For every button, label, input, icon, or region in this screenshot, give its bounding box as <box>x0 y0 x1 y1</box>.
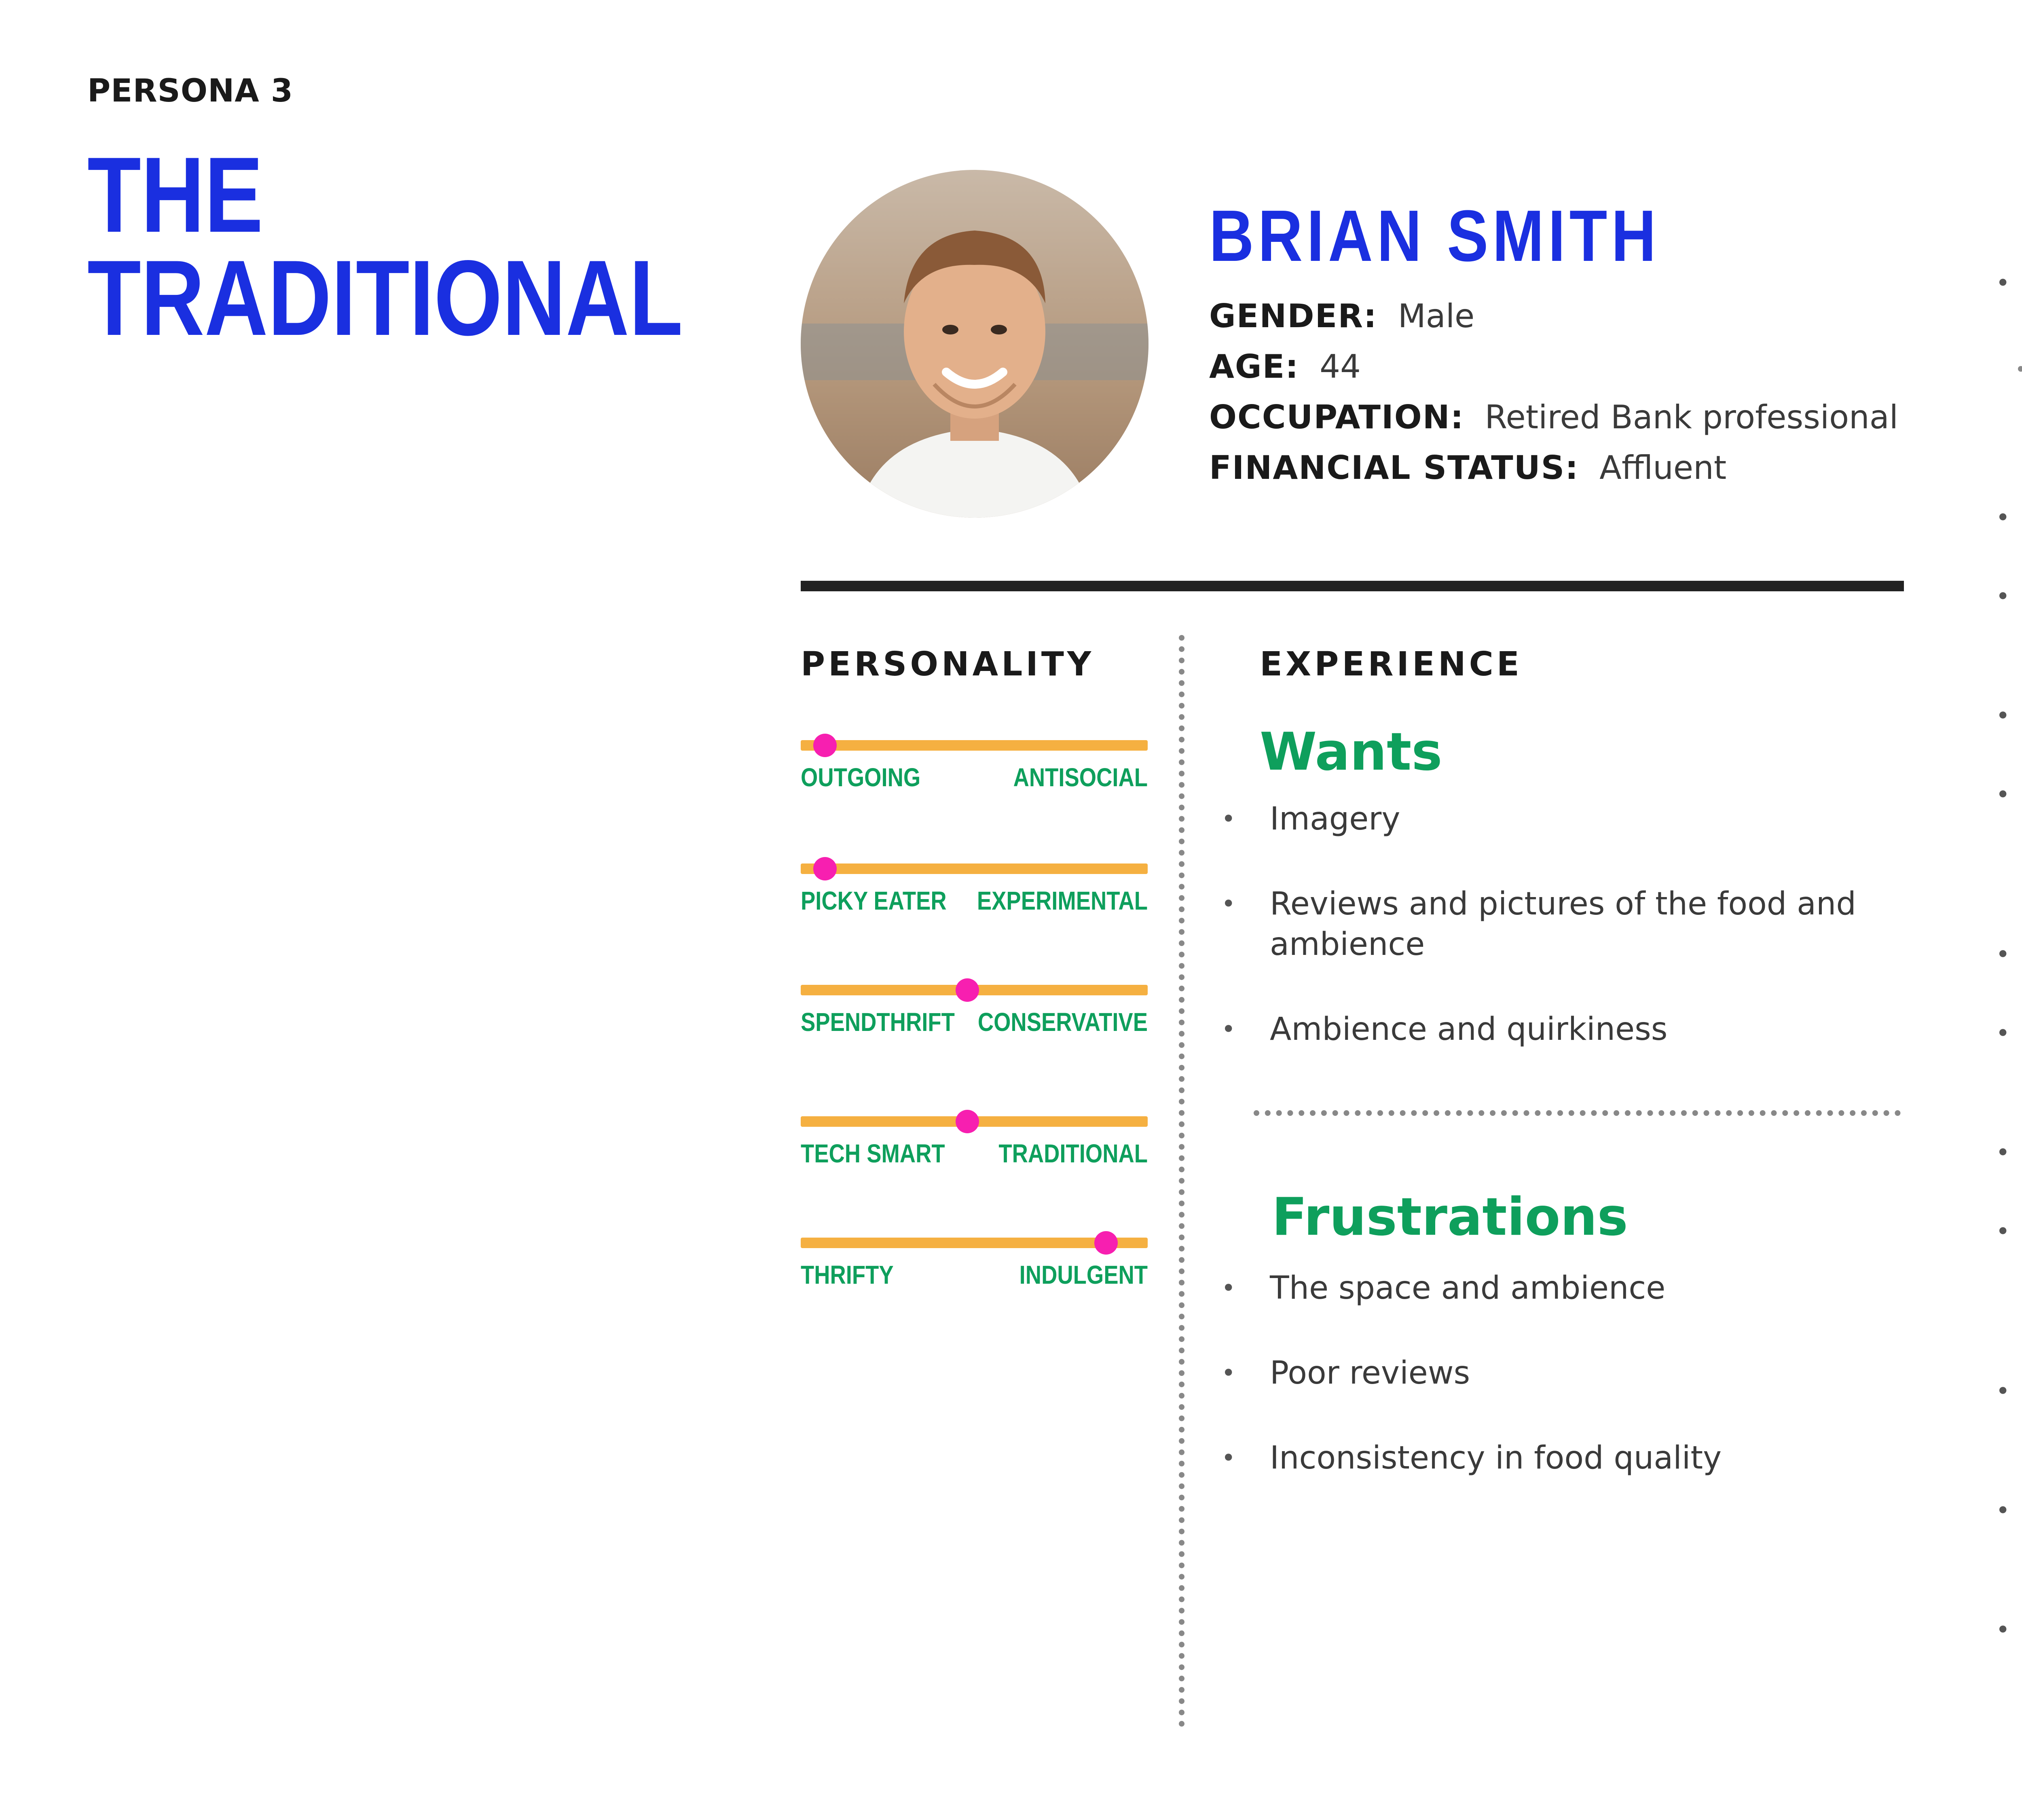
age-label: AGE: <box>1209 348 1299 385</box>
list-item <box>1996 775 2022 896</box>
bullet-icon: • <box>1996 781 2010 809</box>
bullet-icon: • <box>1996 1139 2010 1167</box>
slider-left-label: TECH SMART <box>801 1139 945 1168</box>
list-item <box>1996 1371 2022 1452</box>
wants-list <box>1221 799 1909 1094</box>
personality-divider <box>1179 635 1184 1727</box>
personality-slider <box>801 985 1148 995</box>
list-item <box>1996 497 2022 538</box>
gender-label: GENDER: <box>1209 297 1377 335</box>
financial-row <box>1209 449 1726 487</box>
avatar <box>801 170 1148 518</box>
persona-name: BRIAN SMITH <box>1209 195 1660 277</box>
environments-list <box>1996 497 2022 1769</box>
list-item <box>1221 1353 1909 1393</box>
occupation-label: OCCUPATION: <box>1209 398 1464 436</box>
slider-left-label: THRIFTY <box>801 1260 894 1289</box>
bullet-icon: • <box>1996 504 2010 532</box>
bullet-icon: • <box>1996 1496 2010 1525</box>
bullet-icon: • <box>1996 702 2010 730</box>
slider-right-label: CONSERVATIVE <box>977 1007 1148 1037</box>
slider-right-label: EXPERIMENTAL <box>977 886 1148 915</box>
bullet-icon: • <box>1221 1015 1236 1043</box>
personality-slider <box>801 740 1148 751</box>
list-item <box>1996 1211 2022 1333</box>
list-item <box>1996 934 2022 975</box>
list-item <box>1996 696 2022 736</box>
age-row <box>1209 348 1361 385</box>
list-item <box>1996 1610 2022 1731</box>
list-item <box>1996 263 2022 303</box>
slider-knob <box>813 734 837 757</box>
list-item-text: Ambience and quirkiness <box>1270 1011 1668 1048</box>
slider-knob <box>956 1110 979 1133</box>
experience-caption: EXPERIENCE <box>1260 645 1523 684</box>
list-item <box>1221 1009 1909 1050</box>
slider-knob <box>813 857 837 880</box>
slider-left-label: SPENDTHRIFT <box>801 1007 955 1037</box>
list-item-text: Poor reviews <box>1270 1355 1470 1391</box>
persona-number: PERSONA 3 <box>87 73 294 109</box>
bullet-icon: • <box>1221 890 1236 918</box>
slider-right-label: INDULGENT <box>1019 1260 1148 1289</box>
financial-value: Affluent <box>1599 449 1727 487</box>
bullet-icon: • <box>1996 1377 2010 1405</box>
slider-left-label: PICKY EATER <box>801 886 947 915</box>
persona-title-line2: TRADITIONAL <box>87 238 683 358</box>
slider-knob <box>956 978 979 1002</box>
occupation-row <box>1209 398 1898 436</box>
bullet-icon: • <box>1221 1274 1236 1302</box>
personality-slider <box>801 1116 1148 1127</box>
list-item <box>1221 799 1909 839</box>
financial-label: FINANCIAL STATUS: <box>1209 449 1579 487</box>
list-item <box>1996 1013 2022 1094</box>
slider-knob <box>1094 1231 1118 1255</box>
list-item <box>1996 1490 2022 1571</box>
slider-right-label: TRADITIONAL <box>998 1139 1148 1168</box>
list-item-text: The space and ambience <box>1270 1270 1666 1306</box>
header-divider <box>801 581 1904 591</box>
personality-slider <box>801 1238 1148 1248</box>
bullet-icon: • <box>1996 1616 2010 1644</box>
list-item <box>1996 1132 2022 1173</box>
slider-left-label: OUTGOING <box>801 763 921 792</box>
gender-row <box>1209 297 1474 335</box>
bullet-icon: • <box>1221 1444 1236 1472</box>
slider-right-label: ANTISOCIAL <box>1013 763 1148 792</box>
gains-divider <box>2018 366 2022 372</box>
bullet-icon: • <box>1996 940 2010 969</box>
bullet-icon: • <box>1996 1019 2010 1048</box>
frustrations-heading: Frustrations <box>1272 1187 1628 1247</box>
list-item-text: Reviews and pictures of the food and ambience <box>1270 886 1856 963</box>
wants-divider <box>1254 1110 1901 1116</box>
bullet-icon: • <box>1996 1217 2010 1246</box>
avatar-photo <box>801 170 1148 518</box>
bullet-icon: • <box>1221 1359 1236 1387</box>
personality-caption: PERSONALITY <box>801 645 1095 684</box>
list-item-text: Inconsistency in food quality <box>1270 1440 1722 1476</box>
bullet-icon: • <box>1996 582 2010 611</box>
age-value: 44 <box>1320 348 1361 385</box>
personality-slider <box>801 863 1148 874</box>
bullet-icon: • <box>1996 269 2010 297</box>
gains-list <box>1996 263 2022 344</box>
list-item <box>1221 1268 1909 1308</box>
persona-title-line1: THE <box>87 135 263 255</box>
list-item-text: Imagery <box>1270 801 1400 837</box>
list-item <box>1221 884 1909 965</box>
occupation-value: Retired Bank professional <box>1485 398 1898 436</box>
list-item <box>1996 576 2022 657</box>
bullet-icon: • <box>1221 805 1236 833</box>
persona-title <box>87 135 683 358</box>
list-item <box>1221 1438 1909 1478</box>
wants-heading: Wants <box>1260 722 1442 782</box>
frustrations-list <box>1221 1268 1909 1523</box>
gender-value: Male <box>1398 297 1475 335</box>
